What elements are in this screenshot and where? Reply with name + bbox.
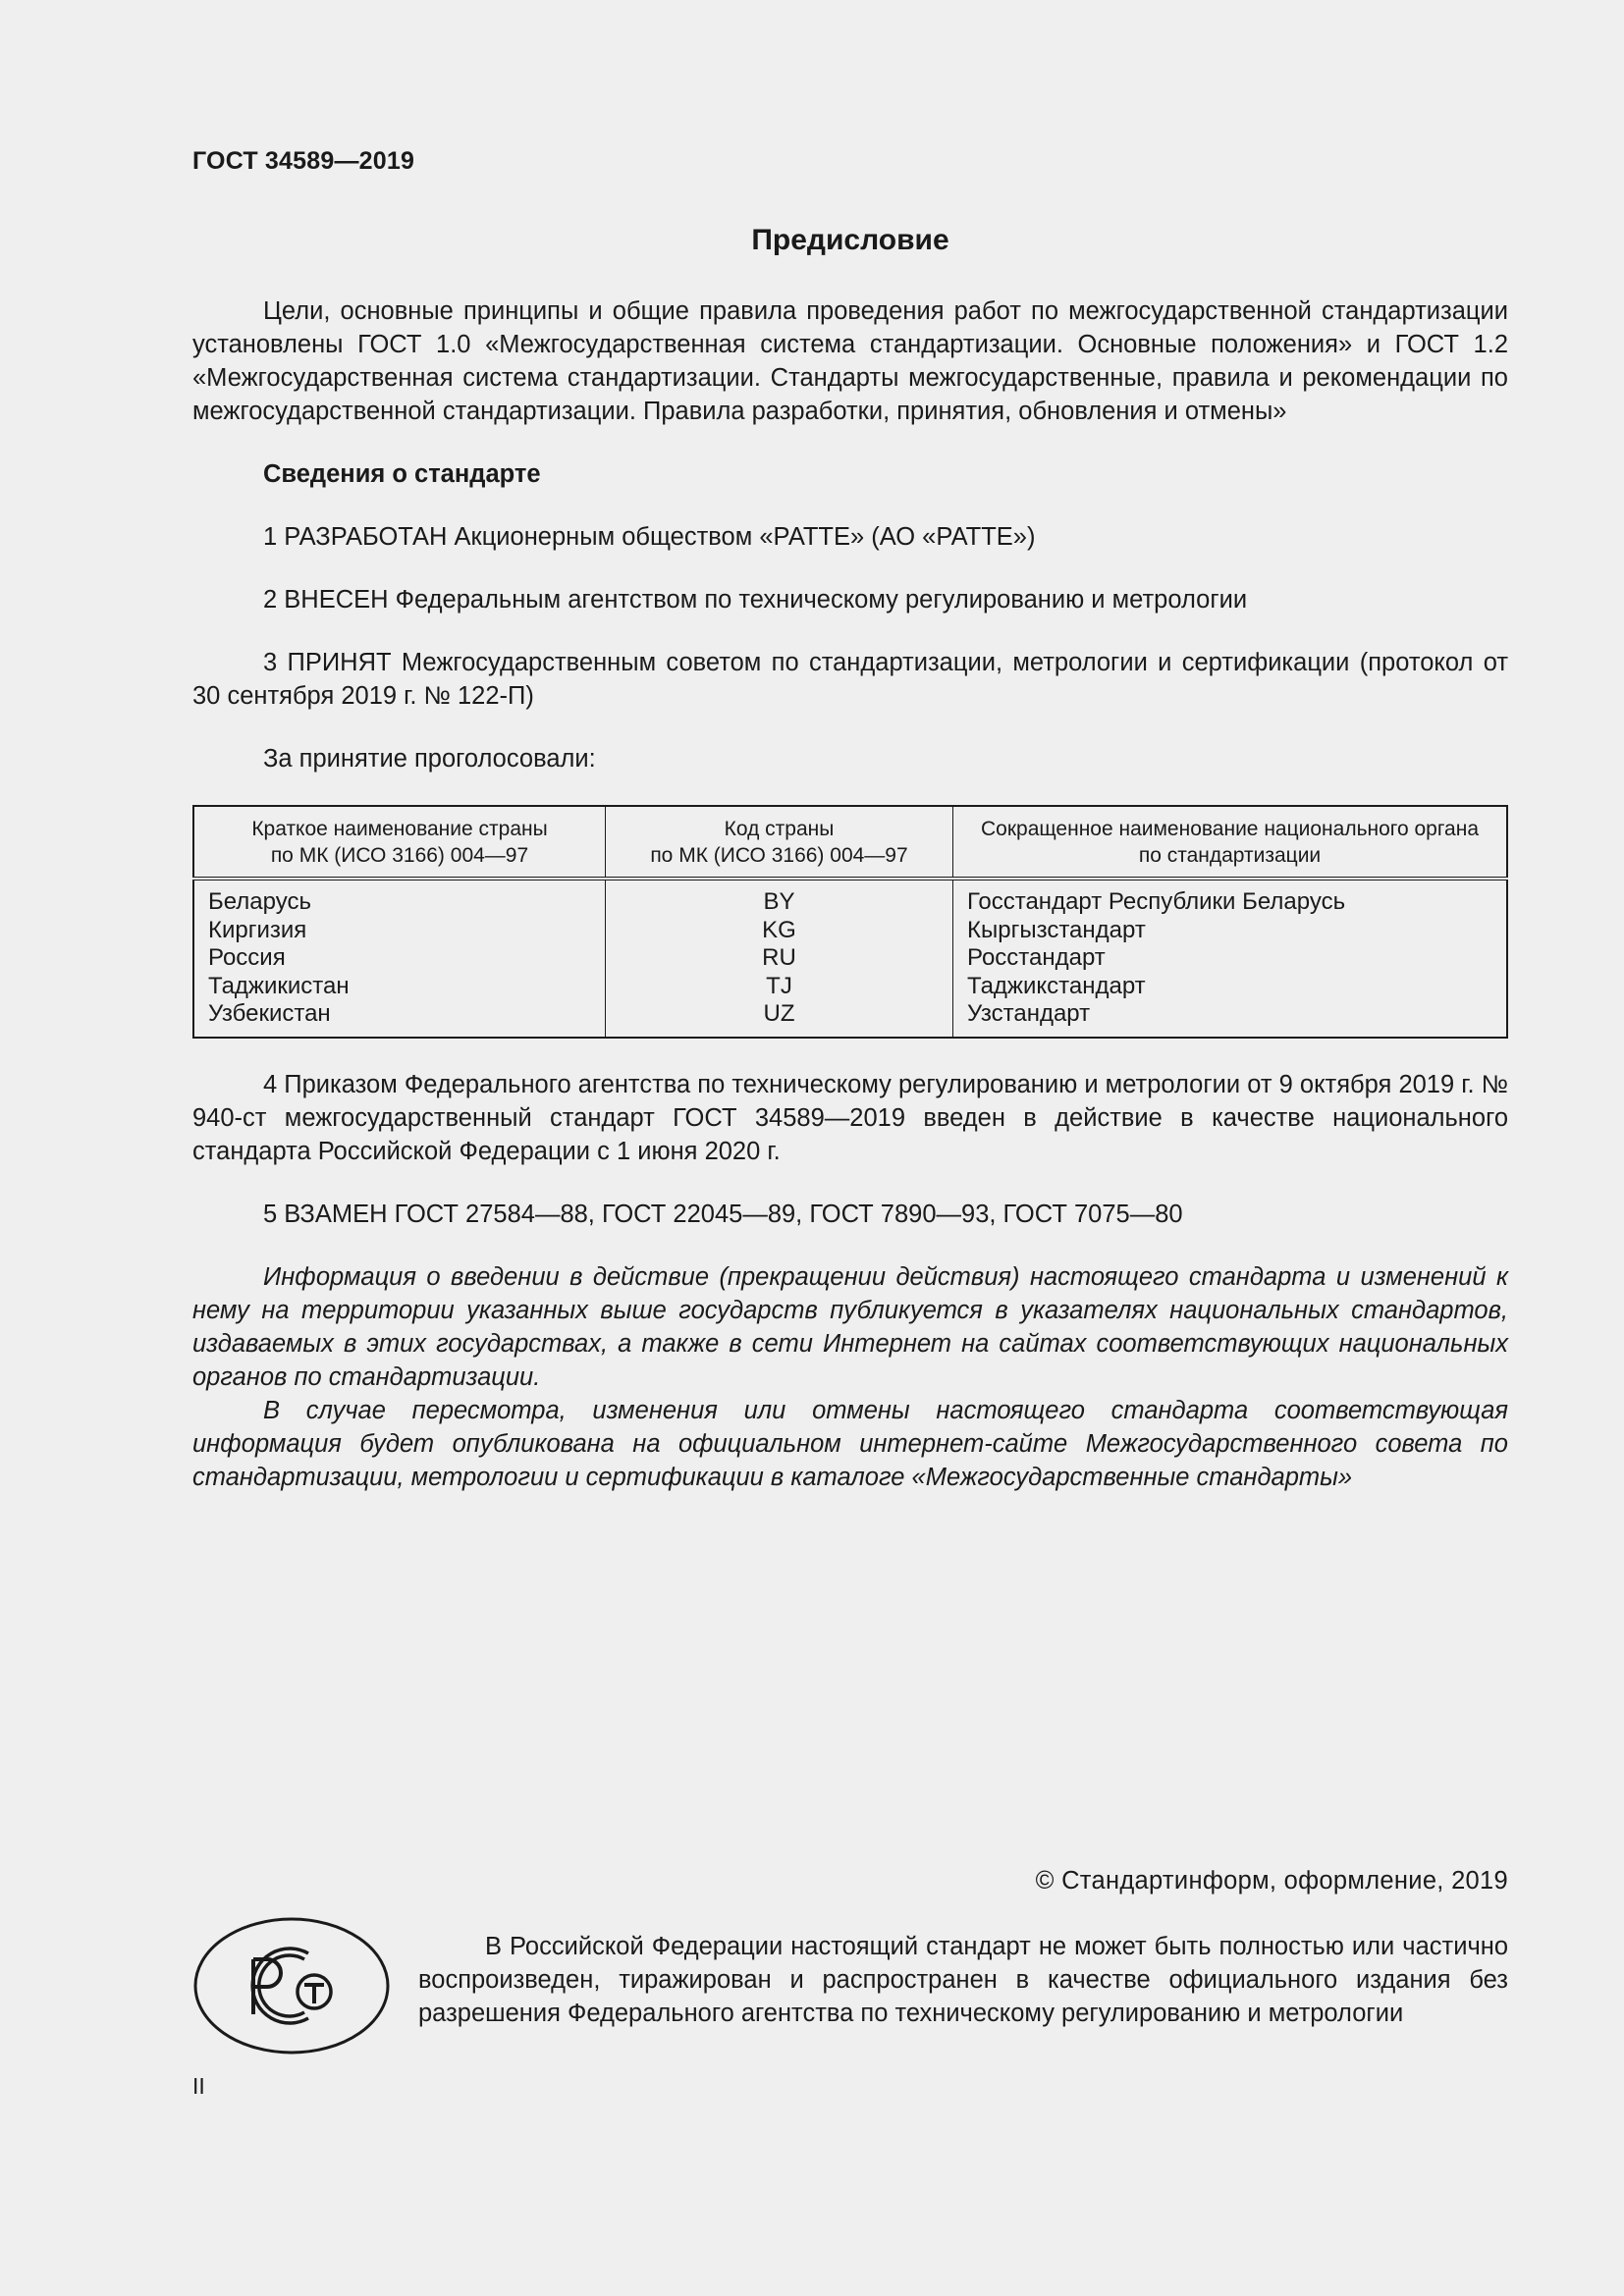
gost-r-certification-logo-icon (192, 1916, 391, 2056)
table-header-code: Код страны по МК (ИСО 3166) 004—97 (606, 806, 953, 879)
copyright-line: © Стандартинформ, оформление, 2019 (1035, 1867, 1508, 1895)
page-number: II (192, 2073, 205, 2099)
table-header-country: Краткое наименование страны по МК (ИСО 3166) 004—97 (193, 806, 606, 879)
notice-paragraph-1: Информация о введении в действие (прекращении действия) настоящего стандарта и изменений к нему на территории указанных выше государств публикуется в указателях национальных стандартов, издаваемых в этих государствах, а также в сети Интернет на сайтах соответствующих национальных органов по стандартизации. (192, 1262, 1508, 1391)
notice-paragraph-2: В случае пересмотра, изменения или отмены настоящего стандарта соответствующая информация будет опубликована на официальном интернет-сайте Межгосударственного совета по стандартизации, метрологии и сертификации в каталоге «Межгосударственные стандарты» (192, 1396, 1508, 1491)
item-introduced: 2 ВНЕСЕН Федеральным агентством по техническому регулированию и метрологии (263, 586, 1248, 614)
table-row (193, 879, 1507, 1038)
item-replaces: 5 ВЗАМЕН ГОСТ 27584—88, ГОСТ 22045—89, ГОСТ 7890—93, ГОСТ 7075—80 (263, 1200, 1183, 1228)
table-header-body: Сокращенное наименование национального органа по стандартизации (953, 806, 1508, 879)
code-cell: BY KG RU TJ UZ (606, 879, 953, 1038)
item-order: 4 Приказом Федерального агентства по техническому регулированию и метрологии от 9 октября 2019 г. № 940-ст межгосударственный стандарт ГОСТ 34589—2019 введен в действие в качестве национального стандарта Российской Федерации с 1 июня 2020 г. (192, 1070, 1508, 1165)
voted-label: За принятие проголосовали: (263, 745, 596, 773)
item-developed: 1 РАЗРАБОТАН Акционерным обществом «РАТТЕ» (АО «РАТТЕ») (263, 523, 1036, 551)
voting-table (192, 805, 1508, 1039)
body-cell: Госстандарт Республики Беларусь Кыргызстандарт Росстандарт Таджикстандарт Узстандарт (967, 888, 1346, 1027)
document-code: ГОСТ 34589—2019 (192, 147, 415, 175)
copyright-notice: В Российской Федерации настоящий стандарт не может быть полностью или частично воспроизведен, тиражирован и распространен в качестве официального издания без разрешения Федерального агентства по техническому регулированию и метрологии (418, 1933, 1508, 2027)
item-adopted: 3 ПРИНЯТ Межгосударственным советом по стандартизации, метрологии и сертификации (протокол от 30 сентября 2019 г. № 122-П) (192, 649, 1508, 710)
main-content (192, 294, 1508, 1494)
table-header-row (193, 806, 1507, 879)
info-heading: Сведения о стандарте (263, 460, 541, 488)
intro-paragraph: Цели, основные принципы и общие правила проведения работ по межгосударственной стандартизации установлены ГОСТ 1.0 «Межгосударственная система стандартизации. Основные положения» и ГОСТ 1.2 «Межгосударственная система стандартизации. Стандарты межгосударственные, правила и рекомендации по межгосударственной стандартизации. Правила разработки, принятия, обновления и отмены» (192, 297, 1508, 425)
country-cell: Беларусь Киргизия Россия Таджикистан Узбекистан (193, 879, 606, 1038)
page-title: Предисловие (751, 224, 949, 256)
